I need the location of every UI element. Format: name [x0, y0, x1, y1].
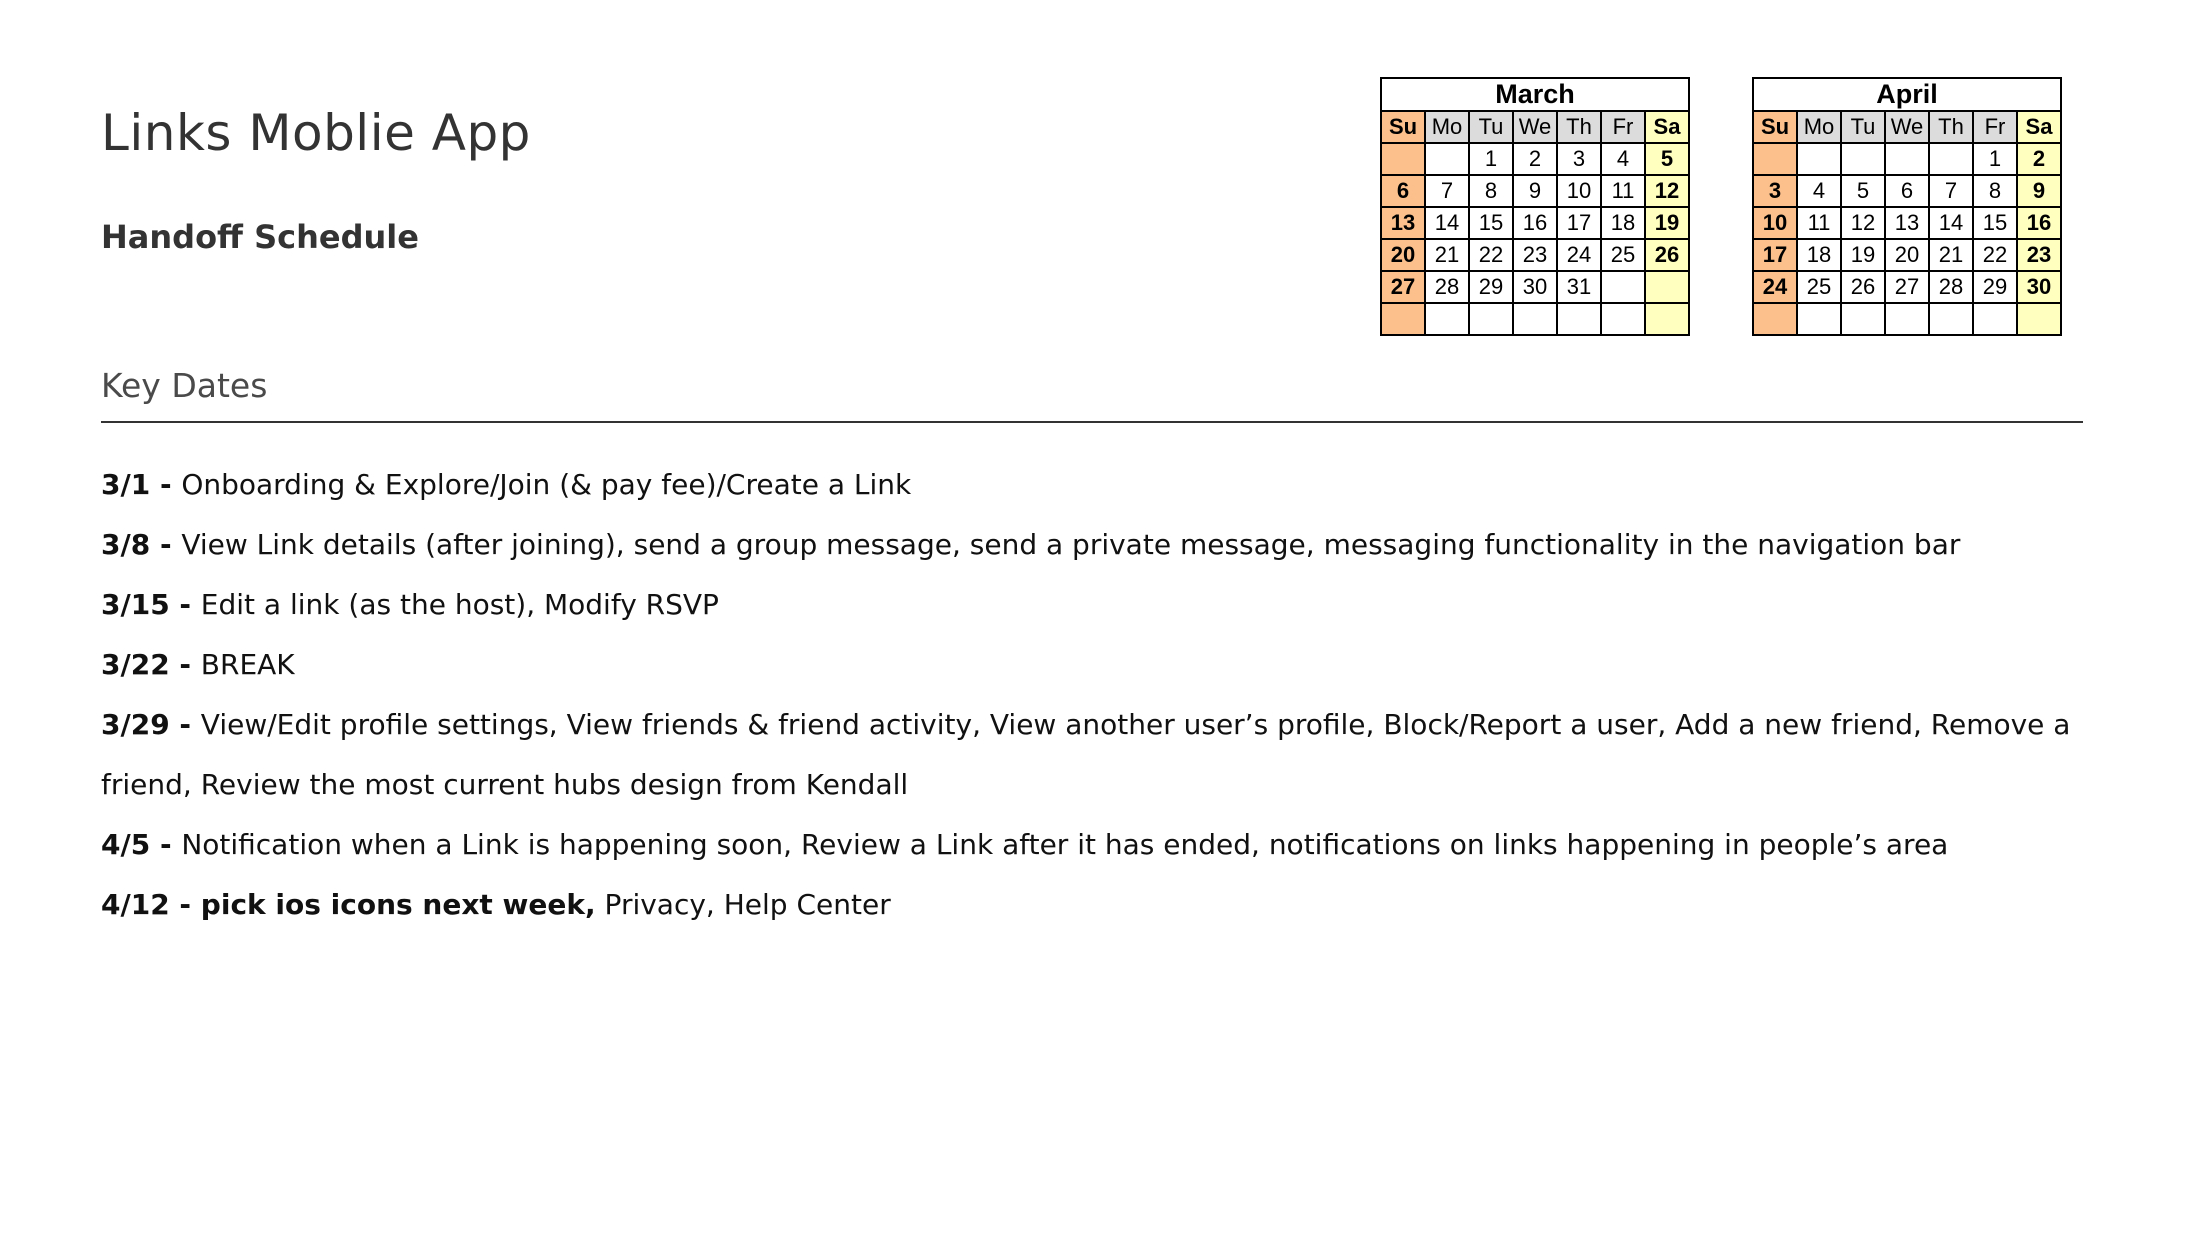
calendar-day — [1425, 303, 1469, 335]
calendar-day: 19 — [1645, 207, 1689, 239]
calendar-day: 25 — [1601, 239, 1645, 271]
calendar-day — [1885, 143, 1929, 175]
calendar-march — [1380, 77, 1690, 336]
calendar-day — [1469, 303, 1513, 335]
weekday-header: Th — [1557, 111, 1601, 143]
weekday-header: Fr — [1973, 111, 2017, 143]
calendar-day: 9 — [1513, 175, 1557, 207]
calendar-day: 12 — [1841, 207, 1885, 239]
calendar-day: 1 — [1469, 143, 1513, 175]
schedule-date: 4/5 - — [101, 828, 182, 861]
schedule-item — [101, 635, 2111, 695]
calendar-day: 11 — [1601, 175, 1645, 207]
calendar-day: 6 — [1381, 175, 1425, 207]
schedule-item — [101, 695, 2111, 815]
calendar-day: 16 — [2017, 207, 2061, 239]
schedule-item — [101, 515, 2111, 575]
calendar-day: 8 — [1973, 175, 2017, 207]
schedule-text: View/Edit profile settings, View friends & friend activity, View another user’s profile, Block/Report a user, Add a new friend, Remove a friend, Review the most current hubs design from Kendall — [101, 708, 2071, 801]
calendar-day — [1885, 303, 1929, 335]
calendar-day: 1 — [1973, 143, 2017, 175]
calendar-day — [1841, 303, 1885, 335]
schedule-item — [101, 815, 2111, 875]
schedule-date: 3/22 - — [101, 648, 201, 681]
calendar-week — [1381, 175, 1689, 207]
schedule-list — [101, 455, 2111, 935]
weekday-header: Mo — [1425, 111, 1469, 143]
key-dates-heading: Key Dates — [101, 366, 268, 405]
weekday-header: Sa — [2017, 111, 2061, 143]
calendar-day: 2 — [2017, 143, 2061, 175]
calendar-week — [1753, 143, 2061, 175]
calendar-day: 30 — [1513, 271, 1557, 303]
calendar-week — [1381, 239, 1689, 271]
schedule-date: 3/15 - — [101, 588, 201, 621]
calendar-day: 13 — [1381, 207, 1425, 239]
calendar-day: 28 — [1425, 271, 1469, 303]
calendar-day: 18 — [1797, 239, 1841, 271]
calendar-day: 7 — [1425, 175, 1469, 207]
weekday-header: Su — [1753, 111, 1797, 143]
schedule-date: 3/29 - — [101, 708, 201, 741]
weekday-header: Sa — [1645, 111, 1689, 143]
calendar-week — [1753, 175, 2061, 207]
calendar-day: 13 — [1885, 207, 1929, 239]
schedule-text: BREAK — [200, 648, 295, 681]
calendar-day: 5 — [1645, 143, 1689, 175]
weekday-header: We — [1885, 111, 1929, 143]
weekday-header: Su — [1381, 111, 1425, 143]
calendar-day: 23 — [2017, 239, 2061, 271]
calendar-day: 17 — [1557, 207, 1601, 239]
calendar-day: 4 — [1797, 175, 1841, 207]
calendar-day: 18 — [1601, 207, 1645, 239]
calendar-day: 20 — [1885, 239, 1929, 271]
calendar-day: 15 — [1973, 207, 2017, 239]
schedule-item — [101, 875, 2111, 935]
schedule-date: 4/12 - — [101, 888, 201, 921]
calendar-day: 7 — [1929, 175, 1973, 207]
calendar-day: 12 — [1645, 175, 1689, 207]
calendar-day: 3 — [1753, 175, 1797, 207]
schedule-date: 3/8 - — [101, 528, 182, 561]
calendar-day: 10 — [1753, 207, 1797, 239]
calendar-day — [1797, 143, 1841, 175]
schedule-text: Onboarding & Explore/Join (& pay fee)/Create a Link — [181, 468, 912, 501]
schedule-text: Privacy, Help Center — [595, 888, 891, 921]
calendar-day — [1557, 303, 1601, 335]
calendar-day: 28 — [1929, 271, 1973, 303]
schedule-text: Notification when a Link is happening soon, Review a Link after it has ended, notifications on links happening in people’s area — [181, 828, 1949, 861]
calendar-week — [1753, 303, 2061, 335]
calendar-month-title: March — [1381, 78, 1689, 111]
calendar-day: 14 — [1425, 207, 1469, 239]
calendar-day: 26 — [1645, 239, 1689, 271]
calendar-week — [1381, 207, 1689, 239]
weekday-header: Tu — [1469, 111, 1513, 143]
calendar-day: 17 — [1753, 239, 1797, 271]
calendar-day — [1381, 143, 1425, 175]
calendar-day: 9 — [2017, 175, 2061, 207]
calendar-day: 30 — [2017, 271, 2061, 303]
calendar-day — [1513, 303, 1557, 335]
calendar-month-title: April — [1753, 78, 2061, 111]
calendar-day: 8 — [1469, 175, 1513, 207]
calendar-day — [1601, 303, 1645, 335]
calendar-day: 10 — [1557, 175, 1601, 207]
schedule-date: 3/1 - — [101, 468, 182, 501]
calendar-day — [1841, 143, 1885, 175]
document-subtitle: Handoff Schedule — [101, 218, 419, 256]
calendar-week — [1381, 303, 1689, 335]
calendar-day: 24 — [1557, 239, 1601, 271]
calendar-day: 19 — [1841, 239, 1885, 271]
calendar-day: 24 — [1753, 271, 1797, 303]
weekday-header: Th — [1929, 111, 1973, 143]
calendar-day: 25 — [1797, 271, 1841, 303]
calendar-day — [1425, 143, 1469, 175]
calendar-day: 4 — [1601, 143, 1645, 175]
calendar-day — [1601, 271, 1645, 303]
weekday-header: Mo — [1797, 111, 1841, 143]
calendar-week — [1381, 271, 1689, 303]
weekday-header: We — [1513, 111, 1557, 143]
calendar-day: 15 — [1469, 207, 1513, 239]
document-title: Links Moblie App — [101, 104, 531, 162]
calendar-day: 20 — [1381, 239, 1425, 271]
calendar-day — [1929, 303, 1973, 335]
calendar-day: 5 — [1841, 175, 1885, 207]
calendar-day — [1797, 303, 1841, 335]
calendar-day: 6 — [1885, 175, 1929, 207]
calendar-april — [1752, 77, 2062, 336]
calendar-day: 22 — [1469, 239, 1513, 271]
calendar-day: 22 — [1973, 239, 2017, 271]
calendar-week — [1381, 143, 1689, 175]
calendar-day — [1753, 303, 1797, 335]
calendar-day: 29 — [1973, 271, 2017, 303]
calendar-day — [1753, 143, 1797, 175]
calendar-day: 26 — [1841, 271, 1885, 303]
calendar-day — [1381, 303, 1425, 335]
section-divider — [101, 421, 2083, 423]
calendar-day: 14 — [1929, 207, 1973, 239]
calendar-day: 11 — [1797, 207, 1841, 239]
weekday-header: Fr — [1601, 111, 1645, 143]
weekday-header: Tu — [1841, 111, 1885, 143]
schedule-item — [101, 575, 2111, 635]
calendar-day: 21 — [1425, 239, 1469, 271]
calendar-day: 2 — [1513, 143, 1557, 175]
calendar-day: 21 — [1929, 239, 1973, 271]
calendar-day — [1645, 303, 1689, 335]
schedule-highlight: pick ios icons next week, — [200, 888, 596, 921]
calendar-day: 23 — [1513, 239, 1557, 271]
calendar-day — [1929, 143, 1973, 175]
calendar-day: 27 — [1381, 271, 1425, 303]
calendar-day: 29 — [1469, 271, 1513, 303]
schedule-text: Edit a link (as the host), Modify RSVP — [200, 588, 719, 621]
calendar-day: 16 — [1513, 207, 1557, 239]
calendar-day: 3 — [1557, 143, 1601, 175]
calendar-day: 31 — [1557, 271, 1601, 303]
schedule-text: View Link details (after joining), send a group message, send a private message, messaging functionality in the navigation bar — [181, 528, 1961, 561]
calendar-day — [1973, 303, 2017, 335]
calendar-week — [1753, 207, 2061, 239]
calendar-day: 27 — [1885, 271, 1929, 303]
calendar-week — [1753, 239, 2061, 271]
calendar-day — [1645, 271, 1689, 303]
schedule-item — [101, 455, 2111, 515]
calendar-day — [2017, 303, 2061, 335]
calendar-week — [1753, 271, 2061, 303]
